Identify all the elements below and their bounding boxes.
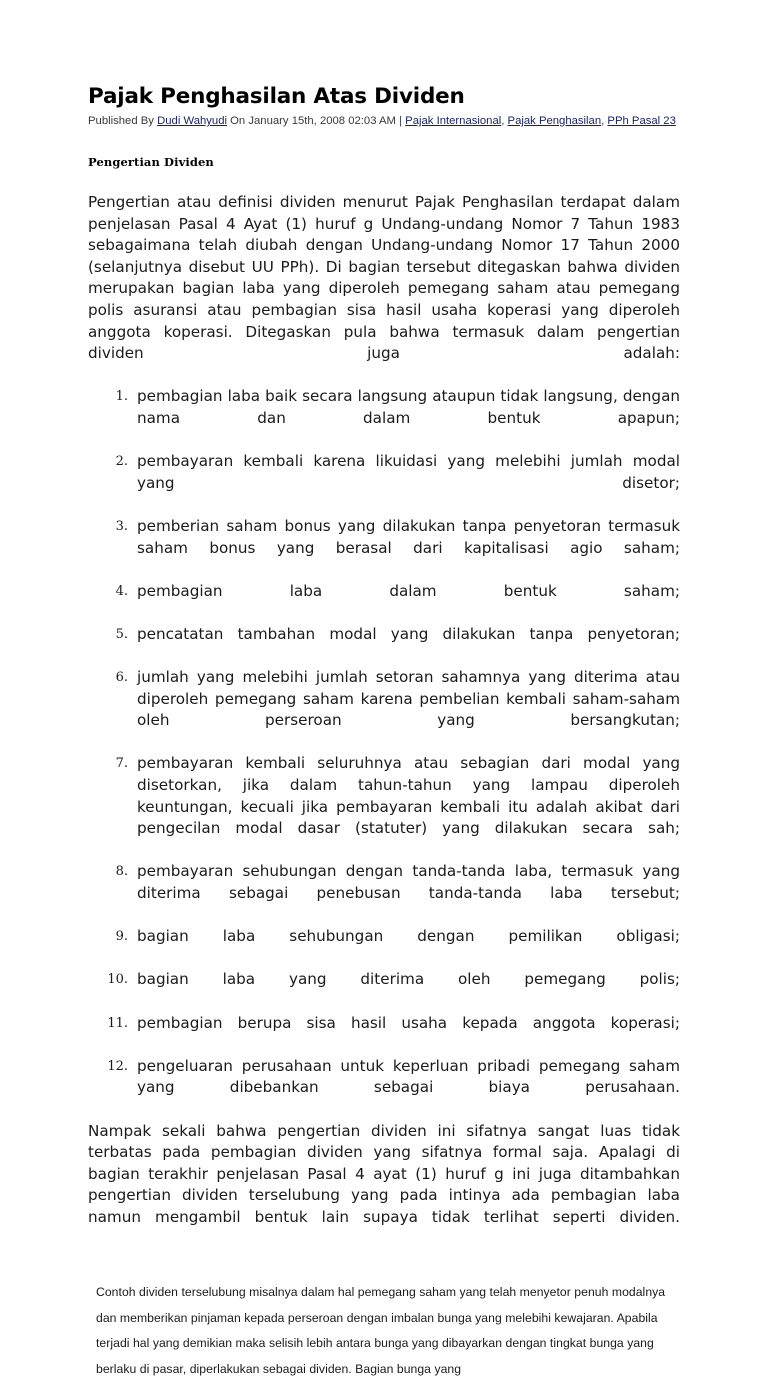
section-heading-pengertian-dividen: Pengertian Dividen	[88, 155, 214, 169]
list-item-text: pembagian laba baik secara langsung ataupun tidak langsung, dengan nama dan dalam bentuk apapun;	[137, 387, 680, 427]
category-link-pajak-internasional[interactable]: Pajak Internasional	[405, 115, 502, 127]
example-quote-block	[96, 1280, 672, 1382]
byline-published-label: Published By	[88, 115, 154, 127]
dividend-definition-list	[88, 386, 680, 1120]
list-item	[88, 969, 680, 1012]
list-item-text: pembayaran kembali karena likuidasi yang melebihi jumlah modal yang disetor;	[137, 452, 680, 492]
list-item-number: 4.	[115, 583, 128, 599]
category-separator-2: ,	[601, 115, 605, 127]
list-item	[88, 386, 680, 451]
list-item	[88, 753, 680, 861]
list-item	[88, 1013, 680, 1056]
list-item-text: bagian laba sehubungan dengan pemilikan obligasi;	[137, 927, 680, 946]
byline-on-label: On	[230, 115, 246, 127]
list-item-number: 11.	[107, 1015, 128, 1031]
list-item	[88, 1056, 680, 1121]
list-item	[88, 581, 680, 624]
list-item	[88, 451, 680, 516]
list-item	[88, 624, 680, 667]
document-page	[88, 0, 680, 1382]
list-item-number: 9.	[115, 929, 128, 945]
category-link-pph-pasal-23[interactable]: PPh Pasal 23	[607, 115, 676, 127]
list-item-text: pembagian laba dalam bentuk saham;	[137, 581, 680, 600]
list-item-number: 5.	[115, 626, 128, 642]
list-item-number: 3.	[115, 518, 128, 534]
list-item-text: bagian laba yang diterima oleh pemegang polis;	[137, 970, 680, 989]
closing-paragraph: Nampak sekali bahwa pengertian dividen ini sifatnya sangat luas tidak terbatas pada pembagian dividen yang sifatnya formal saja. Apalagi di bagian terakhir penjelasan Pasal 4 ayat (1) huruf g ini juga ditambahkan pengertian dividen terselubung yang pada intinya ada pembagian laba namun mengambil bentuk lain supaya tidak terlihat seperti dividen.	[88, 1121, 680, 1226]
list-item	[88, 516, 680, 581]
category-separator-1: ,	[501, 115, 505, 127]
list-item	[88, 667, 680, 753]
category-link-pajak-penghasilan[interactable]: Pajak Penghasilan	[507, 115, 602, 127]
list-item-number: 1.	[115, 389, 128, 405]
byline-divider: |	[399, 115, 403, 127]
list-item-text: pencatatan tambahan modal yang dilakukan tanpa penyetoran;	[137, 624, 680, 643]
list-item-text: pembayaran kembali seluruhnya atau sebagian dari modal yang disetorkan, jika dalam tahun-tahun yang lampau diperoleh keuntungan, kecuali jika pembayaran kembali itu adalah akibat dari pengecilan modal dasar (statuter) yang dilakukan secara sah;	[137, 754, 680, 838]
example-quote-text: Contoh dividen terselubung misalnya dalam hal pemegang saham yang telah menyetor penuh modalnya dan memberikan pinjaman kepada perseroan dengan imbalan bunga yang melebihi kewajaran. Apabila terjadi hal yang demikian maka selisih lebih antara bunga yang dibayarkan dengan tingkat bunga yang berlaku di pasar, diperlakukan sebagai dividen. Bagian bunga yang	[96, 1285, 666, 1376]
list-item-number: 10.	[107, 972, 128, 988]
list-item-text: pengeluaran perusahaan untuk keperluan pribadi pemegang saham yang dibebankan sebagai biaya perusahaan.	[137, 1056, 680, 1097]
author-link[interactable]: Dudi Wahyudi	[157, 115, 227, 127]
list-item-number: 7.	[115, 756, 128, 772]
list-item-text: pembagian berupa sisa hasil usaha kepada anggota koperasi;	[137, 1013, 680, 1032]
list-item	[88, 861, 680, 926]
intro-paragraph: Pengertian atau definisi dividen menurut Pajak Penghasilan terdapat dalam penjelasan Pasal 4 Ayat (1) huruf g Undang-undang Nomor 7 Tahun 1983 sebagaimana telah diubah dengan Undang-undang Nomor 17 Tahun 2000 (selanjutnya disebut UU PPh). Di bagian tersebut ditegaskan bahwa dividen merupakan bagian laba yang diperoleh pemegang saham atau pemegang polis asuransi atau pembagian sisa hasil usaha koperasi yang diperoleh anggota koperasi. Ditegaskan pula bahwa termasuk dalam pengertian dividen juga adalah:	[88, 193, 680, 363]
page-title: Pajak Penghasilan Atas Dividen	[88, 84, 465, 109]
list-item-text: pembayaran sehubungan dengan tanda-tanda laba, termasuk yang diterima sebagai penebusan tanda-tanda laba tersebut;	[137, 862, 680, 902]
list-item-text: jumlah yang melebihi jumlah setoran sahamnya yang diterima atau diperoleh pemegang saham karena pembelian kembali saham-saham oleh perseroan yang bersangkutan;	[137, 668, 680, 730]
byline	[88, 114, 680, 129]
list-item-number: 2.	[115, 454, 128, 470]
list-item-text: pemberian saham bonus yang dilakukan tanpa penyetoran termasuk saham bonus yang berasal dari kapitalisasi agio saham;	[137, 516, 680, 557]
list-item	[88, 926, 680, 969]
list-item-number: 8.	[115, 864, 128, 880]
list-item-number: 6.	[115, 670, 128, 686]
publish-date: January 15th, 2008 02:03 AM	[248, 115, 396, 127]
list-item-number: 12.	[107, 1058, 128, 1074]
